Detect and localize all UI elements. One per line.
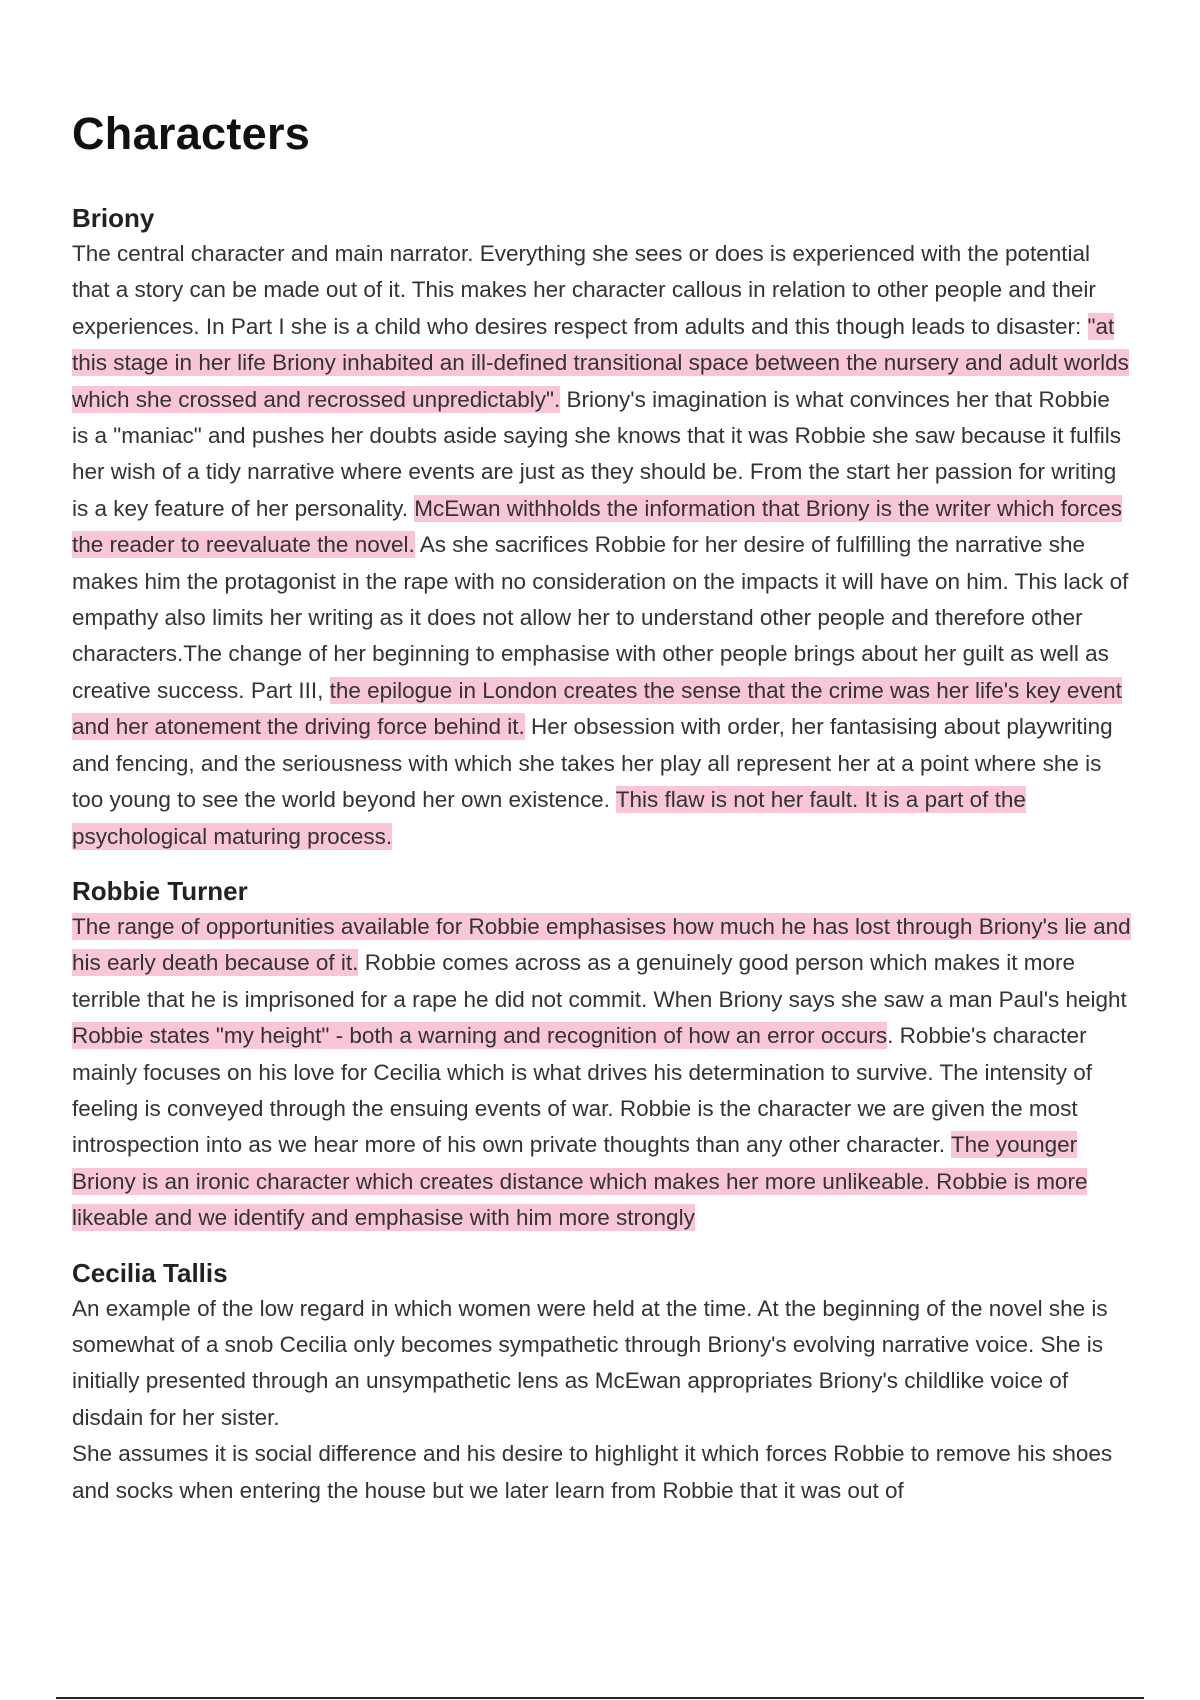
- section-cecilia: [72, 1255, 1132, 1509]
- cecilia-paragraph-2: She assumes it is social difference and his desire to highlight it which forces Robbie to remove his shoes and socks when entering the house but we later learn from Robbie that it was out of: [72, 1441, 1113, 1503]
- highlighted-text: The range of opportunities available for Robbie emphasises how much he has lost through Briony's lie and his early death because of it.: [72, 913, 1131, 976]
- section-heading-briony: Briony: [72, 203, 155, 233]
- section-robbie: [72, 873, 1132, 1237]
- text-run: . Robbie's character mainly focuses on his love for Cecilia which is what drives his determination to survive. The intensity of feeling is conveyed through the ensuing events of war. Robbie is the character we are given the most introspection into as we hear more of his own private thoughts than any other character.: [72, 1023, 1093, 1158]
- text-run: Her obsession with order, her fantasising about playwriting and fencing, and the seriousness with which she takes her play all represent her at a point where she is too young to see the world beyond her own existence.: [72, 714, 1113, 813]
- cecilia-paragraph-1: An example of the low regard in which women were held at the time. At the beginning of the novel she is somewhat of a snob Cecilia only becomes sympathetic through Briony's evolving narrative voice. She is initially presented through an unsympathetic lens as McEwan appropriates Briony's childlike voice of disdain for her sister.: [72, 1295, 1108, 1430]
- highlighted-text: The younger Briony is an ironic character which creates distance which makes her more unlikeable. Robbie is more likeable and we identify and emphasise with him more strongly: [72, 1132, 1088, 1231]
- section-heading-robbie: Robbie Turner: [72, 875, 248, 906]
- text-run: As she sacrifices Robbie for her desire of fulfilling the narrative she makes him the protagonist in the rape with no consideration on the impacts it will have on him. This lack of empathy also limits her writing as it does not allow her to understand other people and therefore other characters.The change of her beginning to emphasise with other people brings about her guilt as well as creative success. Part III,: [72, 532, 1129, 703]
- page-bottom-rule: [56, 1697, 1144, 1699]
- highlighted-text: the epilogue in London creates the sense that the crime was her life's key event and her atonement the driving force behind it.: [72, 677, 1122, 740]
- text-run: The central character and main narrator. Everything she sees or does is experienced with the potential that a story can be made out of it. This makes her character callous in relation to other people and their experiences. In Part I she is a child who desires respect from adults and this though leads to disaster:: [72, 241, 1096, 339]
- page-title: Characters: [72, 108, 311, 159]
- highlighted-text: "at this stage in her life Briony inhabited an ill-defined transitional space between the nursery and adult worlds which she crossed and recrossed unpredictably".: [72, 313, 1129, 412]
- highlighted-text: McEwan withholds the information that Briony is the writer which forces the reader to reevaluate the novel.: [72, 495, 1123, 558]
- highlighted-text: This flaw is not her fault. It is a part of the psychological maturing process.: [72, 787, 1026, 849]
- section-briony: [72, 200, 1132, 855]
- briony-paragraph: [72, 236, 1132, 855]
- section-heading-cecilia: Cecilia Tallis: [72, 1257, 228, 1288]
- highlighted-text: Robbie states "my height" - both a warning and recognition of how an error occurs: [72, 1023, 888, 1049]
- text-run: Robbie comes across as a genuinely good person which makes it more terrible that he is imprisoned for a rape he did not commit. When Briony says she saw a man Paul's height: [72, 950, 1127, 1012]
- robbie-paragraph: [72, 909, 1132, 1237]
- document-content: [72, 108, 1132, 1509]
- text-run: Briony's imagination is what convinces her that Robbie is a "maniac" and pushes her doubts aside saying she knows that it was Robbie she saw because it fulfils her wish of a tidy narrative where events are just as they should be. From the start her passion for writing is a key feature of her personality.: [72, 386, 1122, 521]
